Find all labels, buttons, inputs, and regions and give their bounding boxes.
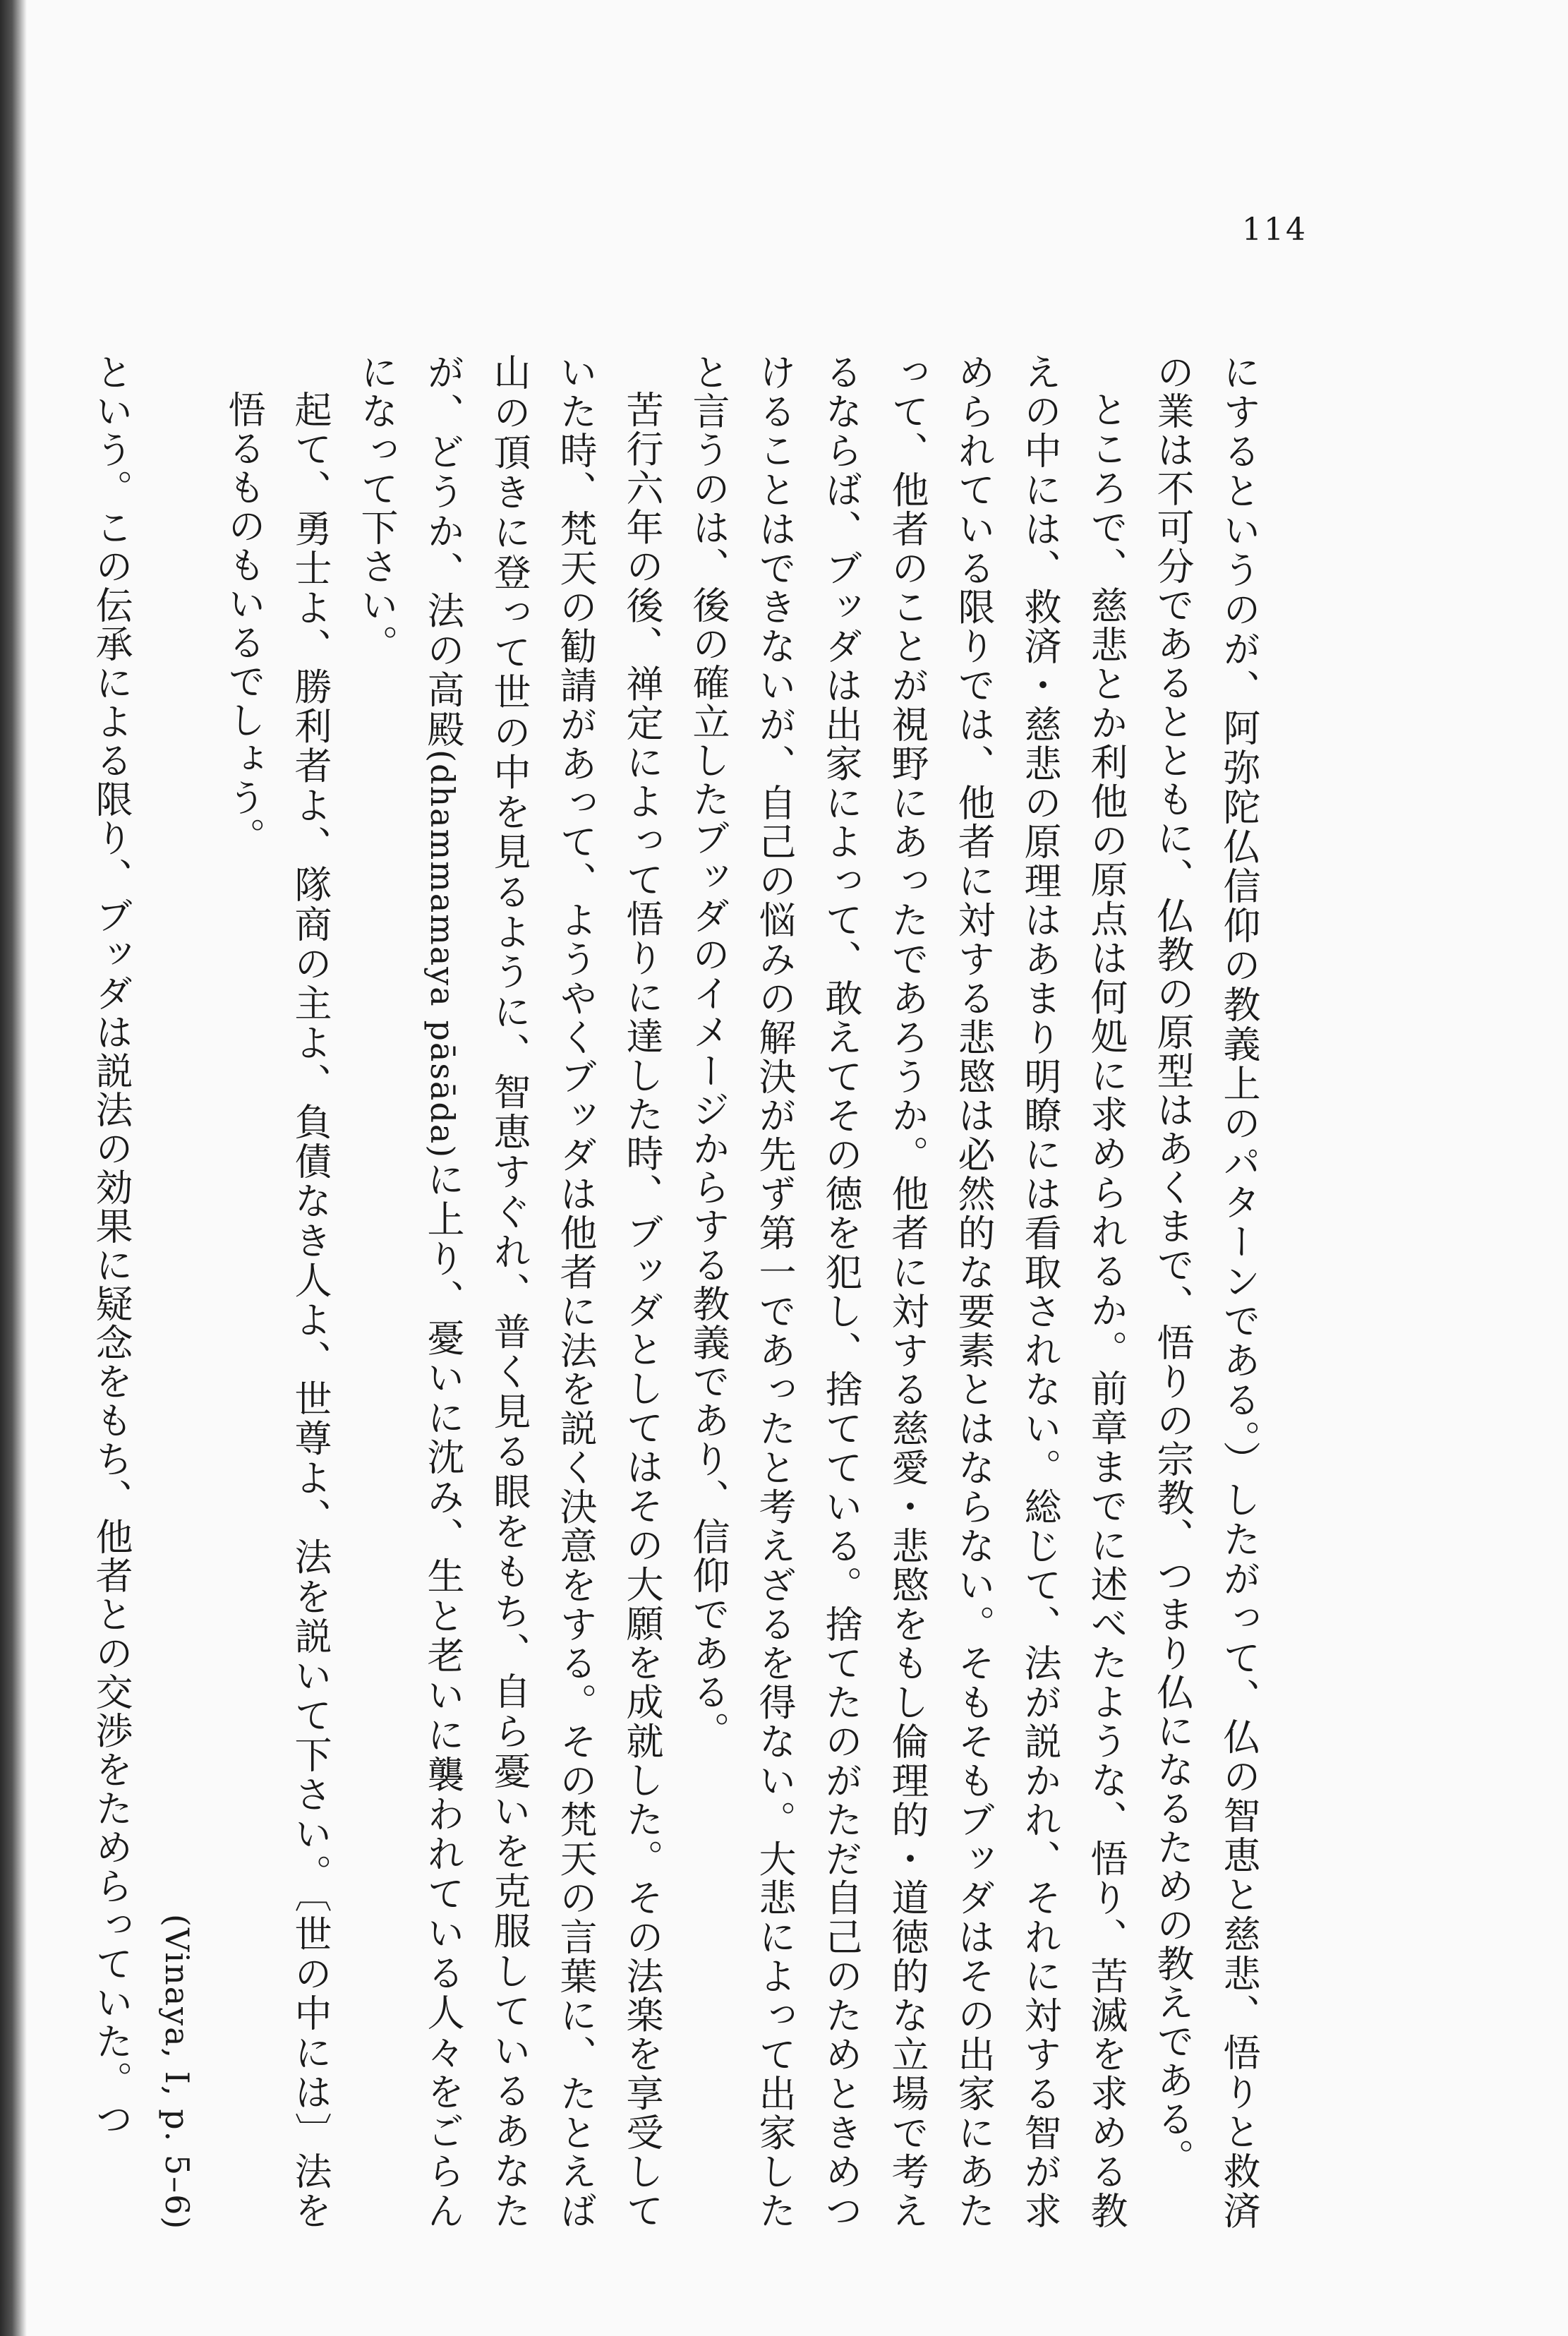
page-number: 114	[1242, 212, 1308, 248]
paragraph-final: という。この伝承による限り、ブッダは説法の効果に疑念をもち、他者との交渉をためらっていた。つ	[90, 353, 133, 2138]
paragraph-continuation: にするというのが、阿弥陀仏信仰の教義上のパターンである。）したがって、仏の智恵と慈悲、悟りと救済の業は不可分であるとともに、仏教の原型はあくまで、悟りの宗教、つまり仏になるための教えである。	[1151, 353, 1260, 2230]
vertical-text-body	[71, 353, 1272, 2230]
paragraph-text-after-term: に上り、憂いに沈み、生と老いに襲われている人々をごらんになって下さい。	[355, 353, 464, 2230]
paragraph-compassion-origin: ところで、慈悲とか利他の原点は何処に求められるか。前章までに述べたような、悟り、苦滅を求める教えの中には、救済・慈悲の原理はあまり明瞭には看取されない。総じて、法が説かれ、それに対する智が求められている限りでは、他者に対する悲愍は必然的な要素とはならない。そもそもブッダはその出家にあたって、他者のことが視野にあったであろうか。他者に対する慈愛・悲愍をもし倫理的・道徳的な立場で考えるならば、ブッダは出家によって、敢えてその徳を犯し、捨てている。捨てたのがただ自己のためときめつけることはできないが、自己の悩みの解決が先ず第一であったと考えざるを得ない。大悲によって出家したと言うのは、後の確立したブッダのイメージからする教義であり、信仰である。	[687, 353, 1128, 2230]
block-quote: 起て、勇士よ、勝利者よ、隊商の主よ、負債なき人よ、世尊よ、法を説いて下さい。〔世の中には〕法を悟るものもいるでしょう。	[222, 390, 332, 2230]
paragraph-text-before-term: 苦行六年の後、禅定によって悟りに達した時、ブッダとしてはその大願を成就した。その法楽を享受していた時、梵天の勧請があって、ようやくブッダは他者に法を説く決意をする。その梵天の言葉に、たとえば山の頂きに登って世の中を見るように、智恵すぐれ、普く見る眼をもち、自ら憂いを克服しているあなたが、どうか、法の高殿	[421, 353, 663, 2230]
pali-term: (dhammamaya pāsāda)	[423, 749, 462, 1160]
paragraph-brahma-request	[343, 353, 675, 2230]
binding-shadow	[0, 0, 27, 2336]
citation: (Vinaya, I, p. 5–6)	[158, 1913, 196, 2230]
